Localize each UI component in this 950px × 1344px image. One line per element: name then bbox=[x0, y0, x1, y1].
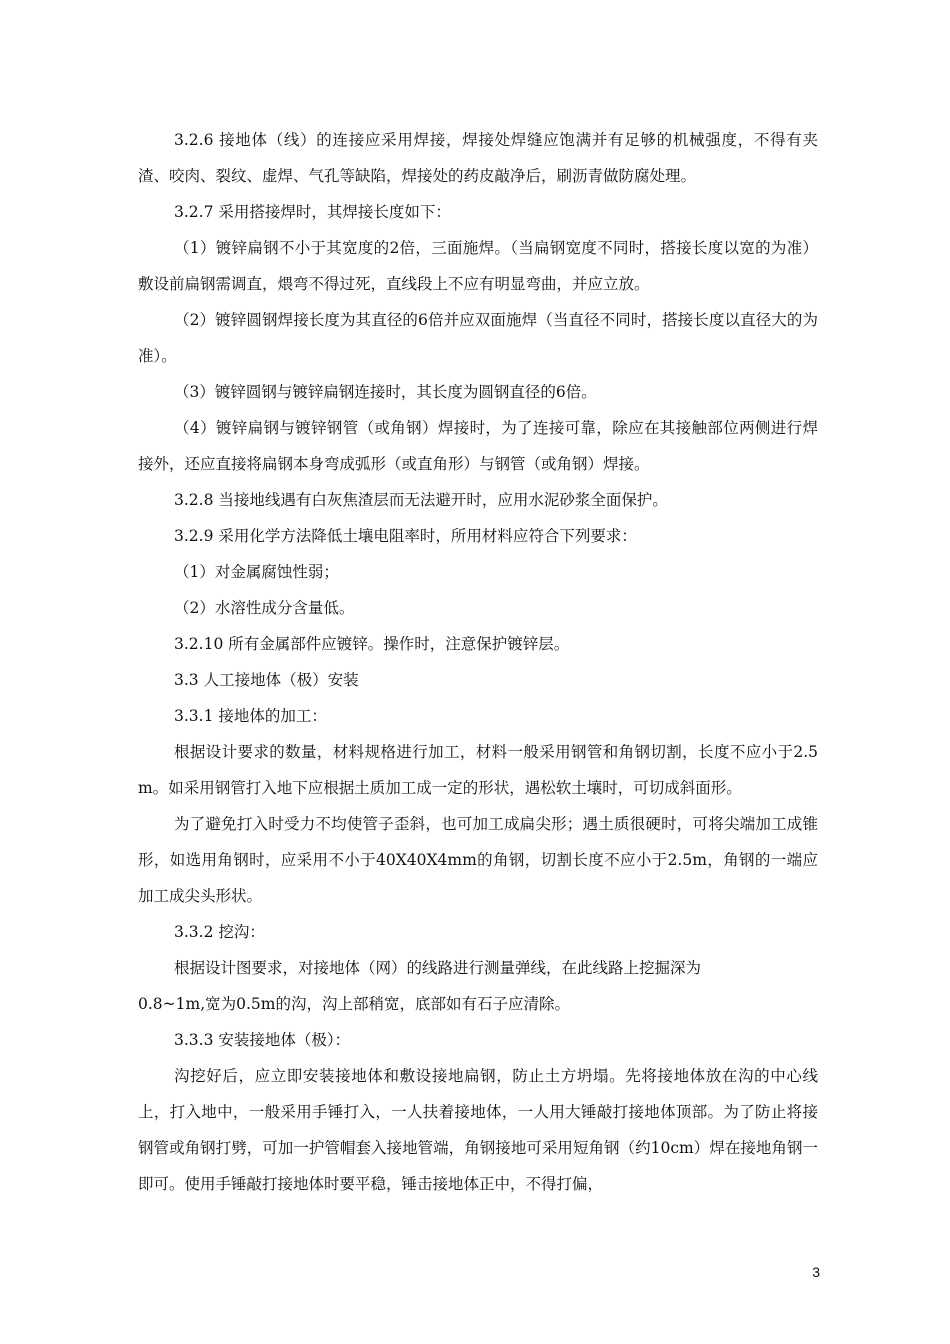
paragraph-3-2-7-item-1: （1）镀锌扁钢不小于其宽度的2倍，三面施焊。（当扁钢宽度不同时，搭接长度以宽的为准）敷设前扁钢需调直，煨弯不得过死，直线段上不应有明显弯曲，并应立放。 bbox=[138, 239, 818, 293]
paragraph-3-2-7-item-4: （4）镀锌扁钢与镀锌钢管（或角钢）焊接时，为了连接可靠，除应在其接触部位两侧进行焊接外，还应直接将扁钢本身弯成弧形（或直角形）与钢管（或角钢）焊接。 bbox=[138, 419, 818, 473]
paragraph-3-2-6: 3.2.6 接地体（线）的连接应采用焊接，焊接处焊缝应饱满并有足够的机械强度，不得有夹渣、咬肉、裂纹、虚焊、气孔等缺陷，焊接处的药皮敲净后，刷沥青做防腐处理。 bbox=[138, 131, 818, 185]
paragraph-3-3-3: 3.3.3 安装接地体（极）： bbox=[174, 1031, 351, 1049]
paragraph-3-2-8: 3.2.8 当接地线遇有白灰焦渣层而无法避开时，应用水泥砂浆全面保护。 bbox=[174, 491, 668, 509]
paragraph-3-2-7-item-3: （3）镀锌圆钢与镀锌扁钢连接时，其长度为圆钢直径的6倍。 bbox=[174, 383, 597, 401]
paragraph-3-2-10: 3.2.10 所有金属部件应镀锌。操作时，注意保护镀锌层。 bbox=[174, 635, 570, 653]
paragraph-processing-requirements: 根据设计要求的数量，材料规格进行加工，材料一般采用钢管和角钢切割，长度不应小于2.5m。如采用钢管打入地下应根据土质加工成一定的形状，遇松软土壤时，可切成斜面形。 bbox=[138, 743, 818, 797]
paragraph-3-2-7: 3.2.7 采用搭接焊时，其焊接长度如下： bbox=[174, 203, 451, 221]
paragraph-3-2-9-item-1: （1）对金属腐蚀性弱； bbox=[174, 563, 339, 581]
paragraph-3-3-2: 3.3.2 挖沟： bbox=[174, 923, 265, 941]
paragraph-trench-requirements: 根据设计图要求，对接地体（网）的线路进行测量弹线，在此线路上挖掘深为 bbox=[174, 959, 702, 977]
paragraph-installation-steps: 沟挖好后，应立即安装接地体和敷设接地扁钢，防止土方坍塌。先将接地体放在沟的中心线上，打入地中，一般采用手锤打入，一人扶着接地体，一人用大锤敲打接地体顶部。为了防止将接钢管或角钢打劈，可加一护管帽套入接地管端，角钢接地可采用短角钢（约10cm）焊在接地角钢一即可。使用手锤敲打接地体时要平稳，锤击接地体正中，不得打偏， bbox=[138, 1067, 818, 1193]
paragraph-3-2-9-item-2: （2）水溶性成分含量低。 bbox=[174, 599, 355, 617]
document-body bbox=[138, 122, 818, 1202]
paragraph-3-3-1: 3.3.1 接地体的加工： bbox=[174, 707, 327, 725]
paragraph-3-2-7-item-2: （2）镀锌圆钢焊接长度为其直径的6倍并应双面施焊（当直径不同时，搭接长度以直径大的为准）。 bbox=[138, 311, 818, 365]
paragraph-processing-shapes: 为了避免打入时受力不均使管子歪斜，也可加工成扁尖形；遇土质很硬时，可将尖端加工成锥形，如选用角钢时，应采用不小于40X40X4mm的角钢，切割长度不应小于2.5m，角钢的一端应加工成尖头形状。 bbox=[138, 815, 818, 905]
section-heading-3-3: 3.3 人工接地体（极）安装 bbox=[174, 671, 359, 689]
page-number: 3 bbox=[812, 1264, 820, 1280]
paragraph-trench-dimensions: 0.8~1m,宽为0.5m的沟，沟上部稍宽，底部如有石子应清除。 bbox=[138, 995, 570, 1013]
paragraph-3-2-9: 3.2.9 采用化学方法降低土壤电阻率时，所用材料应符合下列要求： bbox=[174, 527, 637, 545]
